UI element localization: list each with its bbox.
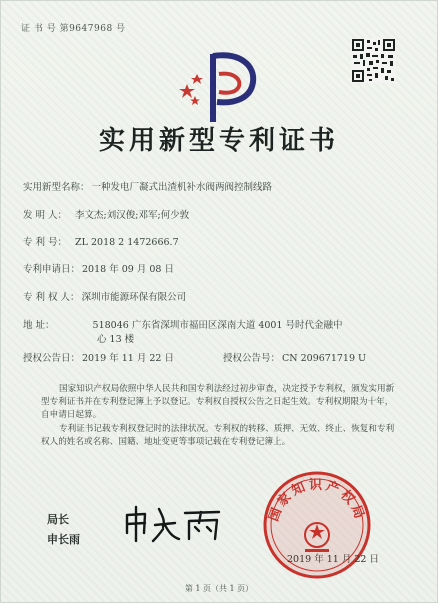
field-label: 专 利 号： xyxy=(23,237,68,248)
field-label: 专 利 权 人： xyxy=(23,292,80,303)
field-value: 深圳市能源环保有限公司 xyxy=(81,292,187,303)
field-filing-date xyxy=(23,261,174,275)
certificate-title: 实用新型专利证书 xyxy=(98,126,339,156)
cnipa-logo-icon xyxy=(169,34,269,134)
certificate-number: 证 书 号 第9647968 号 xyxy=(21,24,126,34)
body-paragraph: 国家知识产权局依照中华人民共和国专利法经过初步审查，决定授予专利权，颁发实用新型专利证书并在专利登记簿上予以登记。专利权自授权公告之日起生效。专利权期限为十年，自申请日起算。 xyxy=(41,384,395,420)
field-value: ZL 2018 2 1472666.7 xyxy=(75,237,179,248)
field-inventor xyxy=(23,207,189,221)
field-address xyxy=(23,317,343,331)
page-footer: 第 1 页（共 1 页） xyxy=(184,584,254,593)
field-label: 授权公告日： xyxy=(23,353,81,364)
field-value: 一种发电厂凝式出渣机补水阀两阀控制线路 xyxy=(91,182,273,193)
field-value: CN 209671719 U xyxy=(282,353,367,364)
certificate-body xyxy=(41,383,401,450)
field-patentee xyxy=(23,289,186,303)
field-value: 518046 广东省深圳市福田区深南大道 4001 号时代金融中 xyxy=(92,320,343,331)
seal-date: 2019 年 11 月 22 日 xyxy=(287,554,379,565)
field-label: 发 明 人： xyxy=(23,210,68,221)
field-address-line-2 xyxy=(97,331,134,345)
field-value: 2018 年 09 月 08 日 xyxy=(82,264,174,275)
field-label: 专利申请日： xyxy=(23,264,81,275)
field-grant-date xyxy=(23,350,174,364)
director-name: 申长雨 xyxy=(47,533,80,546)
seal-text: 国家知识产权局 xyxy=(266,478,368,524)
field-label: 地 址： xyxy=(23,320,55,331)
field-value: 心 13 楼 xyxy=(97,334,135,345)
field-utility-model-name xyxy=(23,179,272,193)
field-label: 实用新型名称： xyxy=(23,182,90,193)
body-paragraph: 专利证书记载专利权登记时的法律状况。专利权的转移、质押、无效、终止、恢复和专利权人的姓名或名称、国籍、地址变更等事项记载在专利登记簿上。 xyxy=(41,424,395,447)
field-value: 李文杰;刘汉俊;邓军;何少敦 xyxy=(75,210,190,221)
qr-code-icon xyxy=(351,38,396,83)
field-grant-number xyxy=(223,350,366,364)
director-title: 局长 xyxy=(47,513,69,526)
director-signature-icon xyxy=(119,503,229,545)
field-value: 2019 年 11 月 22 日 xyxy=(82,353,174,364)
field-patent-number xyxy=(23,234,179,248)
field-label: 授权公告号： xyxy=(223,353,281,364)
